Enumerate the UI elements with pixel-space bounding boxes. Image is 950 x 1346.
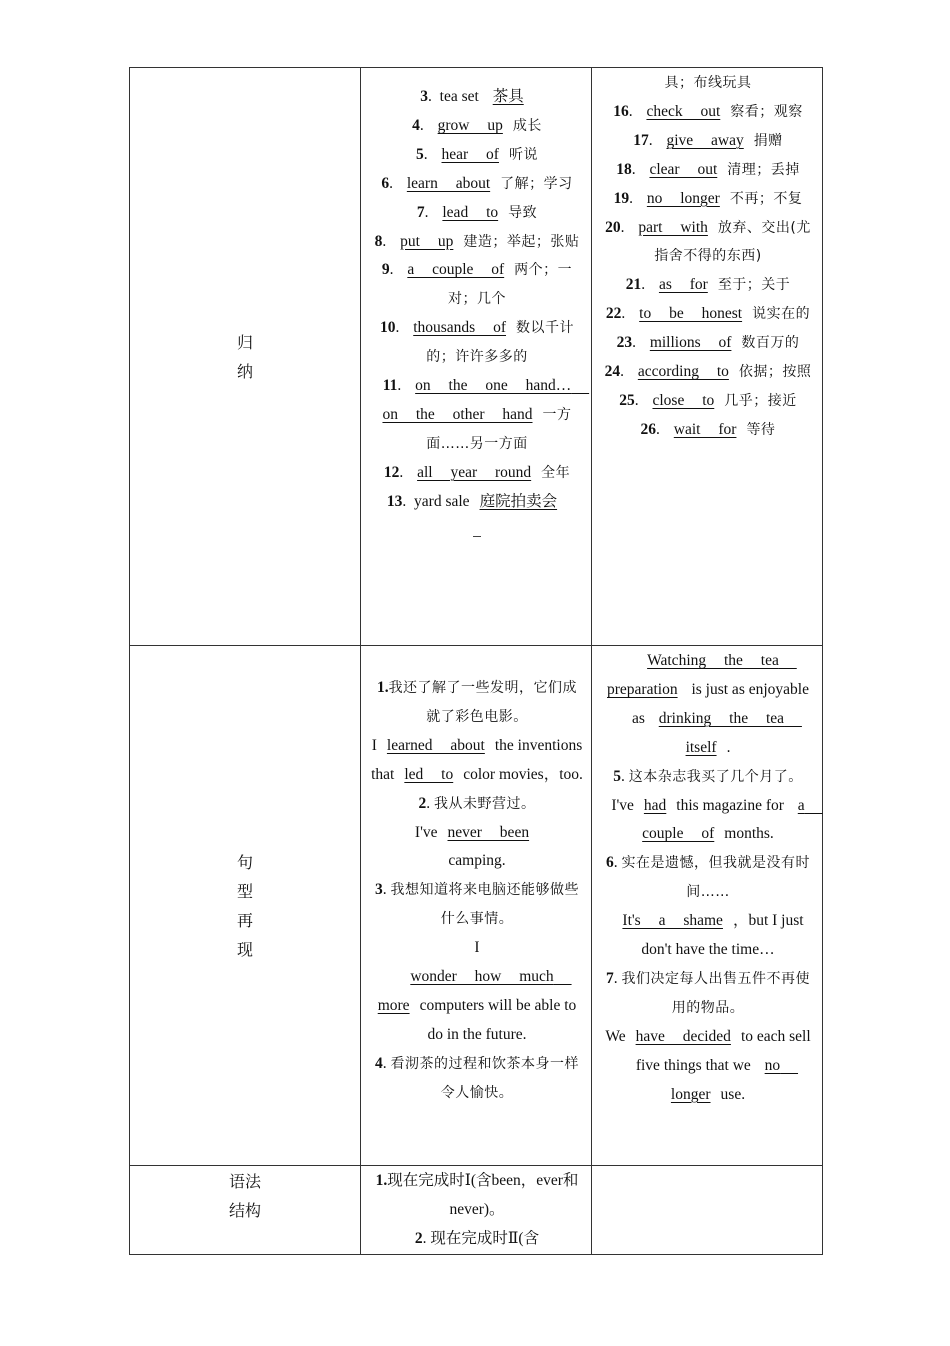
item-number: 23: [616, 334, 633, 352]
item-number: 21: [625, 276, 642, 294]
phrase-item: 19. no longer 不再；不复: [613, 189, 803, 207]
sentence-part: ，but I just don't have the time…: [641, 912, 804, 959]
item-number: 18: [616, 160, 632, 178]
continued-meaning: 具；布线玩具: [664, 75, 752, 91]
answer-blank: check out: [646, 102, 721, 120]
label-cell-grammar: [130, 1166, 361, 1255]
answer-blank: thousands of: [413, 319, 507, 337]
sentence-item: 5. 这本杂志我买了几个月了。: [613, 767, 803, 785]
answer-blank: as for: [658, 276, 708, 294]
answer-blank: had: [643, 796, 667, 814]
label-cell-sentences: [130, 646, 361, 1166]
answer-blank: led to: [404, 765, 454, 783]
grammar-list: [361, 1166, 592, 1255]
item-meaning: 放弃、交出(尤指舍不得的东西): [654, 219, 811, 265]
sentence-chinese: 实在是遗憾，但我就是没有时间……: [621, 855, 810, 901]
item-meaning: 几乎；接近: [724, 392, 797, 409]
sentence-item: 2. 我从未野营过。: [418, 794, 536, 812]
item-number: 7: [416, 203, 425, 221]
item-number: 2: [418, 794, 427, 812]
item-number: 6: [381, 174, 390, 192]
item-number: 20: [605, 218, 621, 236]
item-prefix: yard sale: [414, 492, 470, 510]
phrase-item: 24. according to 依据；按照: [604, 363, 812, 381]
item-number: 16: [613, 102, 629, 120]
phrase-item: 5. hear of 听说: [416, 145, 538, 163]
phrase-item: 7. lead to 导致: [416, 203, 538, 221]
label-char: 现: [236, 939, 253, 959]
sentence-part: camping.: [448, 852, 506, 870]
sentence-part: use.: [720, 1085, 746, 1103]
phrase-item: 12. all year round 全年: [383, 463, 571, 481]
summary-table: [129, 67, 823, 1255]
item-number: 25: [619, 391, 635, 409]
answer-blank: close to: [652, 391, 715, 409]
label-cell-induction: [130, 68, 361, 646]
answer-blank: clear out: [649, 160, 718, 178]
answer-blank: grow up: [437, 116, 503, 134]
sentence-part: We: [605, 1027, 626, 1045]
item-number: 17: [633, 131, 649, 149]
sentence-item: [371, 674, 583, 732]
item-meaning: _: [473, 521, 481, 539]
sentence-list-right: [592, 646, 823, 1166]
sentence-english: [602, 647, 814, 763]
label-char: 归: [236, 332, 253, 352]
sentence-part: .: [726, 738, 731, 756]
sentence-part: I: [474, 939, 480, 957]
phrase-list-left: [361, 68, 592, 646]
sentence-item: 6. 实在是遗憾，但我就是没有时间……: [606, 854, 810, 901]
phrase-list-right: [592, 68, 823, 646]
answer-blank: Watching the tea preparation: [607, 652, 797, 698]
sentence-english: [602, 1023, 814, 1110]
item-number: 1.: [376, 679, 389, 696]
label-char: 句: [236, 852, 253, 872]
sentence-list-left: [361, 646, 592, 1166]
item-number: 26: [640, 420, 657, 438]
phrase-item: 20. part with 放弃、交出(尤指舍不得的东西): [605, 218, 811, 265]
sentence-part: color movies，too.: [463, 765, 583, 783]
label-induction: [130, 328, 360, 386]
answer-blank: all year round: [417, 463, 532, 481]
sentence-item: 7. 我们决定每人出售五件不再使用的物品。: [606, 969, 810, 1016]
item-meaning: 导致: [508, 204, 538, 221]
item-number: 4: [375, 1054, 383, 1072]
sentence-part: I've: [414, 823, 438, 841]
sentence-item: 3. 我想知道将来电脑还能够做些什么事情。: [375, 881, 579, 928]
answer-blank: millions of: [649, 334, 732, 352]
phrase-item: 11. on the one hand… on the other hand 一方面……另一方面: [382, 377, 590, 452]
answer-blank: learn about: [406, 174, 491, 192]
item-prefix: tea set: [439, 88, 479, 105]
sentence-english: [371, 732, 583, 790]
phrase-item: 18. clear out 清理；丢掉: [616, 160, 800, 178]
item-meaning: 数百万的: [741, 335, 800, 352]
phrase-item: 4. grow up 成长: [412, 116, 542, 134]
item-number: 24: [604, 363, 621, 381]
empty-cell: [592, 1166, 823, 1255]
phrase-item: 3. tea set 茶具: [371, 83, 583, 112]
item-number: 4: [412, 116, 420, 134]
answer-blank: to be honest: [639, 305, 743, 323]
sentence-english: [602, 792, 823, 850]
item-number: 8: [374, 232, 383, 250]
grammar-text: 现在完成时Ⅰ(含been，ever和never)。: [387, 1172, 579, 1218]
item-meaning: 了解；学习: [500, 175, 573, 192]
sentence-part: to each sell five things that we: [635, 1027, 811, 1074]
answer-blank: It's a shame: [622, 912, 723, 930]
item-number: 22: [605, 305, 622, 323]
answer-blank: never been: [447, 823, 530, 841]
item-meaning: 听说: [508, 146, 538, 163]
row-sentences: [130, 646, 823, 1166]
answer-blank: on the one hand… on the other hand: [382, 377, 590, 423]
phrase-item: 10. thousands of 数以千计的；许许多多的: [379, 319, 575, 366]
item-number: 6: [606, 854, 614, 872]
sentence-chinese: 我还了解了一些发明，它们成就了彩色电影。: [388, 680, 578, 725]
item-number: 9: [381, 261, 390, 279]
answer-blank: part with: [638, 218, 708, 236]
answer-blank: wonder how much more: [377, 968, 572, 1014]
sentence-part: I've: [611, 796, 634, 814]
item-number: 5: [613, 767, 621, 785]
phrase-item: 16. check out 察看；观察: [613, 102, 803, 120]
label-char: 再: [236, 910, 253, 930]
grammar-item: [371, 1167, 583, 1225]
item-meaning: 数以千计的；许许多多的: [426, 320, 575, 366]
item-meaning: 不再；不复: [729, 190, 803, 207]
item-number: 10: [379, 319, 396, 337]
item-meaning: 建造；举起；张贴: [463, 233, 580, 250]
item-meaning: 说实在的: [752, 306, 811, 323]
sentence-part: the inventions that: [371, 736, 583, 783]
phrase-item: 22. to be honest 说实在的: [605, 305, 811, 323]
answer-blank: lead to: [442, 203, 499, 221]
sentence-chinese: 我从未野营过。: [434, 795, 536, 812]
item-number: 7: [606, 969, 614, 987]
label-text: 结构: [228, 1201, 261, 1220]
sentence-part: computers will be able to do in the future.: [419, 996, 577, 1043]
answer-blank: a couple of: [407, 261, 505, 279]
item-meaning: 一方面……另一方面: [426, 406, 572, 452]
phrase-item: 17. give away 捐赠: [633, 131, 783, 149]
answer-blank: 茶具: [492, 88, 524, 105]
phrase-item: 6. learn about 了解；学习: [381, 174, 573, 192]
answer-blank: no longer: [646, 189, 720, 207]
phrase-item: 23. millions of 数百万的: [616, 334, 800, 352]
phrase-item: 25. close to 几乎；接近: [619, 391, 797, 409]
phrase-item: 21. as for 至于；关于: [625, 276, 791, 294]
answer-blank: 庭院拍卖会: [479, 492, 558, 510]
item-number: 13: [386, 492, 403, 510]
item-meaning: 等待: [746, 421, 776, 438]
answer-blank: give away: [666, 131, 744, 149]
answer-blank: have decided: [635, 1027, 731, 1045]
answer-blank: no longer: [670, 1056, 799, 1103]
item-meaning: 察看；观察: [730, 103, 803, 120]
sentence-part: I: [371, 736, 377, 754]
label-char: 型: [236, 881, 253, 901]
sentence-part: this magazine for: [676, 796, 784, 814]
phrase-item: 9. a couple of 两个；一对；几个: [381, 261, 573, 308]
sentence-chinese: 看沏茶的过程和饮茶本身一样令人愉快。: [390, 1055, 579, 1101]
item-meaning: 依据；按照: [738, 364, 812, 381]
label-grammar: [130, 1166, 360, 1225]
item-number: 3: [420, 88, 429, 105]
item-meaning: 清理；丢掉: [727, 161, 800, 178]
item-meaning: 成长: [512, 117, 542, 134]
row-grammar: [130, 1166, 823, 1255]
sentence-english: [602, 907, 814, 965]
sentence-item: 4. 看沏茶的过程和饮茶本身一样令人愉快。: [375, 1054, 579, 1101]
phrase-item: 26. wait for 等待: [640, 420, 776, 438]
answer-blank: learned about: [386, 736, 485, 754]
item-meaning: 全年: [541, 464, 571, 481]
grammar-text: 现在完成时Ⅱ(含: [430, 1229, 540, 1247]
answer-blank: put up: [400, 232, 454, 250]
answer-blank: according to: [637, 363, 729, 381]
item-number: 19: [613, 189, 630, 207]
label-char: 纳: [236, 361, 253, 381]
answer-blank: drinking the tea itself: [658, 709, 802, 756]
sentence-part: is just as enjoyable as: [631, 680, 809, 727]
phrase-item: 8. put up 建造；举起；张贴: [374, 232, 580, 250]
answer-blank: hear of: [441, 145, 499, 163]
grammar-item: 2. 现在完成时Ⅱ(含: [414, 1229, 540, 1247]
item-meaning: 两个；一对；几个: [448, 262, 573, 308]
sentence-chinese: 这本杂志我买了几个月了。: [628, 768, 803, 785]
item-number: 12: [383, 463, 400, 481]
item-meaning: 捐赠: [753, 132, 783, 149]
item-meaning: 至于；关于: [717, 277, 791, 294]
sentence-chinese: 我们决定每人出售五件不再使用的物品。: [621, 970, 810, 1016]
sentence-part: months.: [724, 825, 774, 843]
phrase-item: 13. yard sale 庭院拍卖会 _: [371, 488, 583, 546]
row-induction: [130, 68, 823, 646]
answer-blank: a couple of: [642, 796, 823, 843]
sentence-chinese: 我想知道将来电脑还能够做些什么事情。: [390, 882, 579, 928]
label-text: 语法: [228, 1172, 261, 1191]
item-number: 2: [414, 1229, 423, 1247]
label-sentences: [130, 848, 360, 964]
sentence-english: [371, 819, 583, 877]
sentence-english: [371, 934, 583, 1050]
item-number: 5: [416, 145, 424, 163]
item-number: 3: [375, 881, 383, 899]
answer-blank: wait for: [673, 420, 737, 438]
item-number: 11: [382, 377, 398, 395]
item-number: 1.: [375, 1172, 388, 1189]
